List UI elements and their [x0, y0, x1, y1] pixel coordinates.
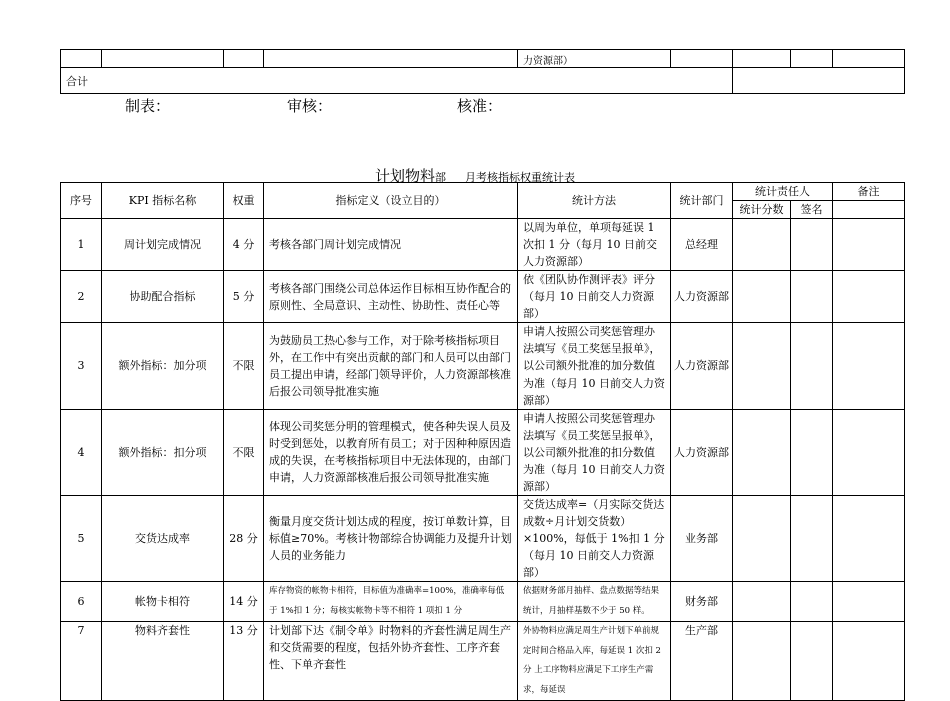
header-row [61, 183, 905, 201]
row-method: 依据财务部月抽样、盘点数据等结果统计，月抽样基数不少于 50 样。 [518, 582, 671, 622]
row-dept: 业务部 [671, 495, 733, 581]
row-no: 7 [61, 622, 102, 701]
row-sign [791, 219, 833, 271]
row-note [833, 582, 905, 622]
empty-cell [671, 50, 733, 68]
row-score [733, 219, 791, 271]
row-weight: 4 分 [224, 219, 264, 271]
header-no: 序号 [61, 183, 102, 219]
row-no: 6 [61, 582, 102, 622]
row-kpi-name: 物料齐套性 [102, 622, 224, 701]
row-no: 4 [61, 409, 102, 495]
empty-cell [264, 50, 518, 68]
row-method: 申请人按照公司奖惩管理办法填写《员工奖惩呈报单》，以公司额外批准的加分数值为准（每月 10 日前交人力资源部） [518, 323, 671, 409]
total-value-cell [733, 68, 905, 94]
reviewed-by-label: 审核： [287, 97, 333, 115]
row-note [833, 409, 905, 495]
row-sign [791, 409, 833, 495]
row-sign [791, 495, 833, 581]
row-kpi-name: 额外指标：加分项 [102, 323, 224, 409]
row-score [733, 409, 791, 495]
empty-cell [791, 50, 833, 68]
row-note [833, 622, 905, 701]
row-weight: 13 分 [224, 622, 264, 701]
row-weight: 不限 [224, 409, 264, 495]
row-note [833, 323, 905, 409]
row-kpi-name: 交货达成率 [102, 495, 224, 581]
header-note: 备注 [833, 183, 905, 201]
row-definition: 衡量月度交货计划达成的程度，按订单数计算，目标值≥70%。考核计物部综合协调能力及提升计划人员的业务能力 [264, 495, 518, 581]
row-weight: 5 分 [224, 271, 264, 323]
table-row [61, 323, 905, 409]
row-score [733, 323, 791, 409]
row-definition: 为鼓励员工热心参与工作，对于除考核指标项目外，在工作中有突出贡献的部门和人员可以由部门员工提出申请，经部门领导评价，人力资源部核准后报公司领导批准实施 [264, 323, 518, 409]
total-row [61, 68, 905, 94]
row-definition: 考核各部门围绕公司总体运作目标相互协作配合的原则性、全局意识、主动性、协助性、责任心等 [264, 271, 518, 323]
row-dept: 总经理 [671, 219, 733, 271]
row-score [733, 495, 791, 581]
row-definition: 计划部下达《制令单》时物料的齐套性满足周生产和交货需要的程度，包括外协齐套性、工序齐套性、下单齐套性 [264, 622, 518, 701]
row-kpi-name: 周计划完成情况 [102, 219, 224, 271]
header-responsible: 统计责任人 [733, 183, 833, 201]
empty-cell [833, 201, 905, 219]
row-method: 申请人按照公司奖惩管理办法填写《员工奖惩呈报单》，以公司额外批准的扣分数值为准（每月 10 日前交人力资源部） [518, 409, 671, 495]
row-no: 1 [61, 219, 102, 271]
total-label: 合计 [61, 68, 733, 94]
row-no: 3 [61, 323, 102, 409]
empty-cell [102, 50, 224, 68]
title-sub: 月考核指标权重统计表 [465, 171, 576, 184]
top-table [60, 49, 905, 94]
row-score [733, 622, 791, 701]
header-definition: 指标定义（设立目的） [264, 183, 518, 219]
row-definition: 考核各部门周计划完成情况 [264, 219, 518, 271]
row-note [833, 271, 905, 323]
empty-cell [833, 50, 905, 68]
row-dept: 人力资源部 [671, 409, 733, 495]
empty-cell [224, 50, 264, 68]
row-kpi-name: 协助配合指标 [102, 271, 224, 323]
row-kpi-name: 帐物卡相符 [102, 582, 224, 622]
table-row [61, 582, 905, 622]
title-main: 计划物料 [374, 167, 435, 185]
table-row [61, 271, 905, 323]
empty-cell [61, 50, 102, 68]
row-kpi-name: 额外指标：扣分项 [102, 409, 224, 495]
header-score: 统计分数 [733, 201, 791, 219]
row-method: 外协物料应满足周生产计划下单前规定时间合格品入库，每延误 1 次扣 2 分 上工序物料应满足下工序生产需求，每延误 [518, 622, 671, 701]
row-method: 以周为单位，单项每延误 1 次扣 1 分（每月 10 日前交人力资源部） [518, 219, 671, 271]
row-score [733, 582, 791, 622]
header-weight: 权重 [224, 183, 264, 219]
row-dept: 财务部 [671, 582, 733, 622]
row-sign [791, 622, 833, 701]
header-kpi: KPI 指标名称 [102, 183, 224, 219]
row-weight: 不限 [224, 323, 264, 409]
row-weight: 14 分 [224, 582, 264, 622]
row-dept: 生产部 [671, 622, 733, 701]
table-row [61, 219, 905, 271]
header-method: 统计方法 [518, 183, 671, 219]
table-row [61, 409, 905, 495]
row-sign [791, 582, 833, 622]
row-score [733, 271, 791, 323]
row-no: 2 [61, 271, 102, 323]
header-dept: 统计部门 [671, 183, 733, 219]
approved-by-label: 核准： [457, 97, 503, 115]
table-row [61, 495, 905, 581]
top-table-row [61, 50, 905, 68]
kpi-table [60, 182, 905, 701]
table-row [61, 622, 905, 701]
row-definition: 库存物资的帐物卡相符，目标值为准确率=100%，准确率每低于 1%扣 1 分；每核实帐物卡等不相符 1 项扣 1 分 [264, 582, 518, 622]
row-sign [791, 271, 833, 323]
row-method: 交货达成率=（月实际交货达成数÷月计划交货数）×100%，每低于 1%扣 1 分（每月 10 日前交人力资源部） [518, 495, 671, 581]
row-note [833, 495, 905, 581]
row-dept: 人力资源部 [671, 323, 733, 409]
row-no: 5 [61, 495, 102, 581]
row-weight: 28 分 [224, 495, 264, 581]
row-sign [791, 323, 833, 409]
row-dept: 人力资源部 [671, 271, 733, 323]
title-dept: 部 [434, 171, 446, 184]
row-note [833, 219, 905, 271]
method-cell-fragment: 力资源部） [518, 50, 671, 68]
made-by-label: 制表： [125, 97, 171, 115]
empty-cell [733, 50, 791, 68]
header-sign: 签名 [791, 201, 833, 219]
row-definition: 体现公司奖惩分明的管理模式，使各种失误人员及时受到惩处，以教育所有员工；对于因种种原因造成的失误，在考核指标项目中无法体现的，由部门申请，人力资源部核准后报公司领导批准实施 [264, 409, 518, 495]
row-method: 依《团队协作测评表》评分（每月 10 日前交人力资源部） [518, 271, 671, 323]
